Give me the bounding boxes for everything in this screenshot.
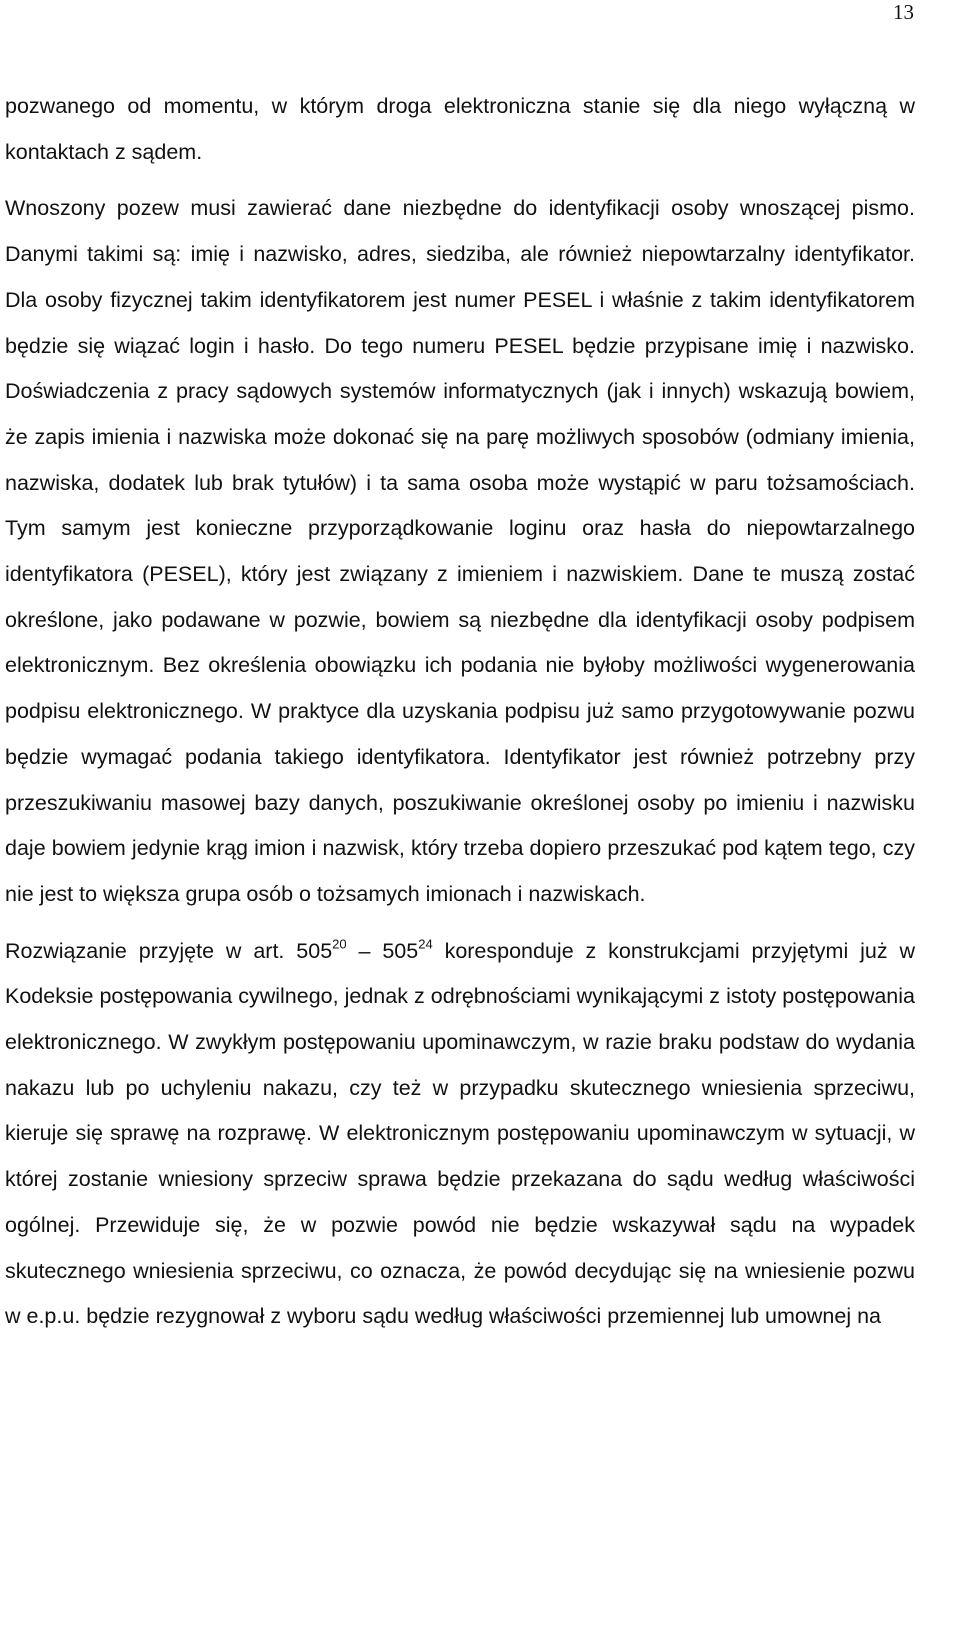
paragraph-3-rest: koresponduje z konstrukcjami przyjętymi już w Kodeksie postępowania cywilnego, jednak z odrębnościami wynikającymi z istoty postępowania elektronicznego. W zwykłym postępowaniu upominawczym, w razie braku podstaw do wydania nakazu lub po uchyleniu nakazu, czy też w przypadku skutecznego wniesienia sprzeciwu, kieruje się sprawę na rozprawę. W elektronicznym postępowaniu upominawczym w sytuacji, w której zostanie wniesiony sprzeciw sprawa będzie przekazana do sądu według właściwości ogólnej. Przewiduje się, że w pozwie powód nie będzie wskazywał sądu na wypadek skutecznego wniesienia sprzeciwu, co oznacza, że powód decydując się na wniesienie pozwu w e.p.u. będzie rezygnował z wyboru sądu według właściwości przemiennej lub umownej na bbox=[5, 938, 915, 1329]
article-superscript-20: 20 bbox=[332, 935, 347, 951]
paragraph-2: Wnoszony pozew musi zawierać dane niezbędne do identyfikacji osoby wnoszącej pismo. Danymi takimi są: imię i nazwisko, adres, siedziba, ale również niepowtarzalny identyfikator. Dla osoby fizycznej takim identyfikatorem jest numer PESEL i właśnie z takim identyfikatorem będzie się wiązać login i hasło. Do tego numeru PESEL będzie przypisane imię i nazwisko. Doświadczenia z pracy sądowych systemów informatycznych (jak i innych) wskazują bowiem, że zapis imienia i nazwiska może dokonać się na parę możliwych sposobów (odmiany imienia, nazwiska, dodatek lub brak tytułów) i ta sama osoba może wystąpić w paru tożsamościach. Tym samym jest konieczne przyporządkowanie loginu oraz hasła do niepowtarzalnego identyfikatora (PESEL), który jest związany z imieniem i nazwiskiem. Dane te muszą zostać określone, jako podawane w pozwie, bowiem są niezbędne dla identyfikacji osoby podpisem elektronicznym. Bez określenia obowiązku ich podania nie byłoby możliwości wygenerowania podpisu elektronicznego. W praktyce dla uzyskania podpisu już samo przygotowywanie pozwu będzie wymagać podania takiego identyfikatora. Identyfikator jest również potrzebny przy przeszukiwaniu masowej bazy danych, poszukiwanie określonej osoby po imieniu i nazwisku daje bowiem jedynie krąg imion i nazwisk, który trzeba dopiero przeszukać pod kątem tego, czy nie jest to większa grupa osób o tożsamych imionach i nazwiskach. bbox=[5, 196, 915, 906]
page-number: 13 bbox=[893, 0, 914, 24]
document-body bbox=[5, 84, 915, 1340]
paragraph-3 bbox=[5, 929, 915, 1340]
paragraph-3-start: Rozwiązanie przyjęte w art. 505 bbox=[5, 938, 333, 963]
paragraph-1: pozwanego od momentu, w którym droga elektroniczna stanie się dla niego wyłączną w kontaktach z sądem. bbox=[5, 94, 915, 164]
article-superscript-24: 24 bbox=[418, 935, 433, 951]
paragraph-3-dash: – 505 bbox=[346, 938, 419, 963]
